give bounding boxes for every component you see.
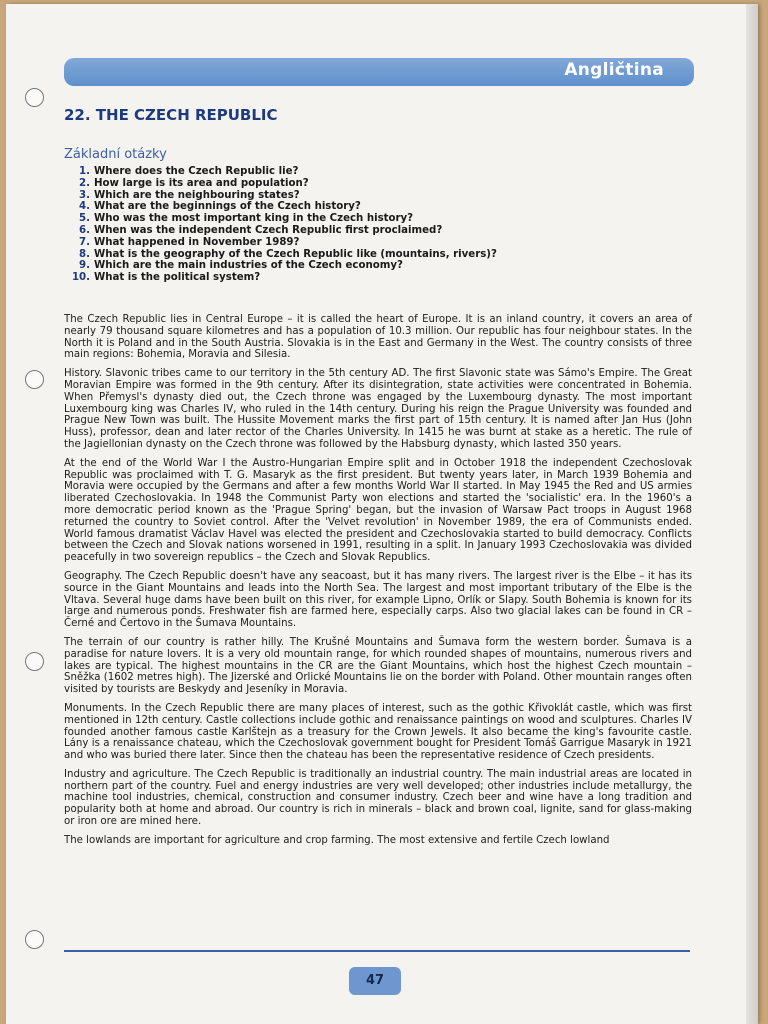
question-number: 3.: [79, 189, 90, 201]
question-number: 5.: [79, 213, 90, 225]
paragraph: The lowlands are important for agriculture and crop farming. The most extensive and fertile Czech lowland: [64, 834, 610, 846]
questions-list: [64, 166, 704, 284]
question-text: Who was the most important king in the Czech history?: [94, 213, 414, 225]
question-item: [64, 166, 704, 178]
paragraph: The Czech Republic lies in Central Europe – it is called the heart of Europe. It is an inland country, it covers an area of nearly 79 thousand square kilometres and has a population of 10.3 million. Our republic has four neighbour states. In the North it is Poland and in the South Austria. Slovakia is in the East and Germany in the West. The country consists of three main regions: Bohemia, Moravia and Silesia.: [64, 314, 692, 361]
body-text: [64, 314, 692, 854]
question-text: What is the political system?: [94, 272, 261, 284]
binder-hole: [25, 370, 44, 389]
question-number: 1.: [79, 166, 90, 177]
page-number: 47: [349, 967, 401, 995]
question-text: Which are the neighbouring states?: [94, 189, 300, 201]
page-edge: [746, 4, 758, 1024]
question-text: How large is its area and population?: [94, 177, 309, 189]
question-text: Where does the Czech Republic lie?: [94, 166, 299, 177]
question-item: [64, 249, 704, 261]
question-number: 6.: [79, 224, 90, 236]
binder-hole: [25, 88, 44, 107]
question-item: [64, 190, 704, 202]
question-item: [64, 225, 704, 237]
footer-divider: [64, 950, 690, 952]
question-number: 2.: [79, 177, 90, 189]
question-text: What happened in November 1989?: [94, 236, 300, 248]
paragraph: At the end of the World War I the Austro-Hungarian Empire split and in October 1918 the independent Czechoslovak Republic was proclaimed with T. G. Masaryk as the first president. But twenty years later, in March 1939 Bohemia and Moravia were occupied by the Germans and after a few months World War II started. In May 1945 the Red and US armies liberated Czechoslovakia. In 1948 the Communist Party won elections and started the 'socialistic' era. In the 1960's a more democratic period known as the 'Prague Spring' began, but the invasion of Warsaw Pact troops in August 1968 returned the country to Soviet control. After the 'Velvet revolution' in November 1989, the era of Communists ended. World famous dramatist Václav Havel was elected the president and Czechoslovakia started to build democracy. Conflicts between the Czech and Slovak nations worsened in 1991, resulting in a split. In January 1993 Czechoslovakia was divided peacefully in two sovereign republics – the Czech and Slovak Republics.: [64, 457, 692, 564]
paragraph: Geography. The Czech Republic doesn't have any seacoast, but it has many rivers. The largest river is the Elbe – it has its source in the Giant Mountains and leads into the North Sea. The largest and most important tributary of the Elbe is the Vltava. Several huge dams have been built on this river, for example Lipno, Orlík or Slapy. South Bohemia is known for its large and numerous ponds. Freshwater fish are farmed here, especially carps. Also two glacial lakes can be found in CR – Černé and Čertovo in the Šumava Mountains.: [64, 570, 692, 630]
question-item: [64, 272, 704, 284]
paragraph: Monuments. In the Czech Republic there are many places of interest, such as the gothic Křivoklát castle, which was first mentioned in 12th century. Castle collections include gothic and renaissance paintings on wood and sculptures. Charles IV founded another famous castle Karlštejn as a treasury for the Crown Jewels. It also became the king's favourite castle. Lány is a renaissance chateau, which the Czechoslovak government bought for President Tomáš Garrigue Masaryk in 1921 and who was buried there later. Since then the chateau has been the representative residence of Czech presidents.: [64, 702, 692, 762]
question-number: 9.: [79, 260, 90, 272]
paragraph: History. Slavonic tribes came to our territory in the 5th century AD. The first Slavonic state was Sámo's Empire. The Great Moravian Empire was formed in the 9th century. After its disintegration, state activities were concentrated in Bohemia. When Přemysl's dynasty died out, the Czech throne was engaged by the Luxembourg dynasty. The most important Luxembourg king was Charles IV, who ruled in the 14th century. During his reign the Prague University was founded and Prague New Town was built. The Hussite Movement marks the first part of 15th century. It is named after Jan Hus (John Huss), professor, dean and later rector of the Charles University. In 1415 he was burnt at stake as a heretic. The rule of the Jagiellonian dynasty on the Czech throne was followed by the Habsburg dynasty, which lasted 350 years.: [64, 368, 692, 450]
question-text: What are the beginnings of the Czech history?: [94, 201, 361, 213]
paragraph: The terrain of our country is rather hilly. The Krušné Mountains and Šumava form the western border. Šumava is a paradise for nature lovers. It is a very old mountain range, for which rounded shapes of mountains, numerous rivers and lakes are typical. The highest mountains in the CR are the Giant Mountains, which host the highest Czech mountain – Sněžka (1602 metres high). The Jizerské and Orlické Mountains lie on the border with Poland. Other mountain ranges often visited by tourists are Beskydy and Jeseníky in Moravia.: [64, 636, 692, 696]
question-item: [64, 178, 704, 190]
binder-hole: [25, 930, 44, 949]
binder-hole: [25, 652, 44, 671]
question-text: Which are the main industries of the Czech economy?: [94, 260, 403, 272]
question-number: 8.: [79, 248, 90, 260]
questions-heading: Základní otázky: [64, 147, 167, 162]
question-item: [64, 237, 704, 249]
textbook-page: [6, 4, 758, 1024]
question-number: 4.: [79, 201, 90, 213]
subject-label: Angličtina: [564, 60, 664, 80]
question-number: 10.: [71, 272, 90, 284]
question-item: [64, 260, 704, 272]
question-number: 7.: [79, 236, 90, 248]
question-item: [64, 213, 704, 225]
question-text: What is the geography of the Czech Republic like (mountains, rivers)?: [94, 248, 497, 260]
subject-header-bar: [64, 58, 694, 86]
chapter-title: 22. THE CZECH REPUBLIC: [64, 106, 278, 124]
question-text: When was the independent Czech Republic first proclaimed?: [94, 224, 443, 236]
question-item: [64, 201, 704, 213]
paragraph: Industry and agriculture. The Czech Republic is traditionally an industrial country. The main industrial areas are located in northern part of the country. Fuel and energy industries are very well developed; other industries include metallurgy, the machine tool industries, chemical, construction and consumer industry. Czech beer and wine have a long tradition and popularity both at home and abroad. Our country is rich in minerals – black and brown coal, lignite, sand for glass-making or iron ore are mined here.: [64, 768, 692, 828]
